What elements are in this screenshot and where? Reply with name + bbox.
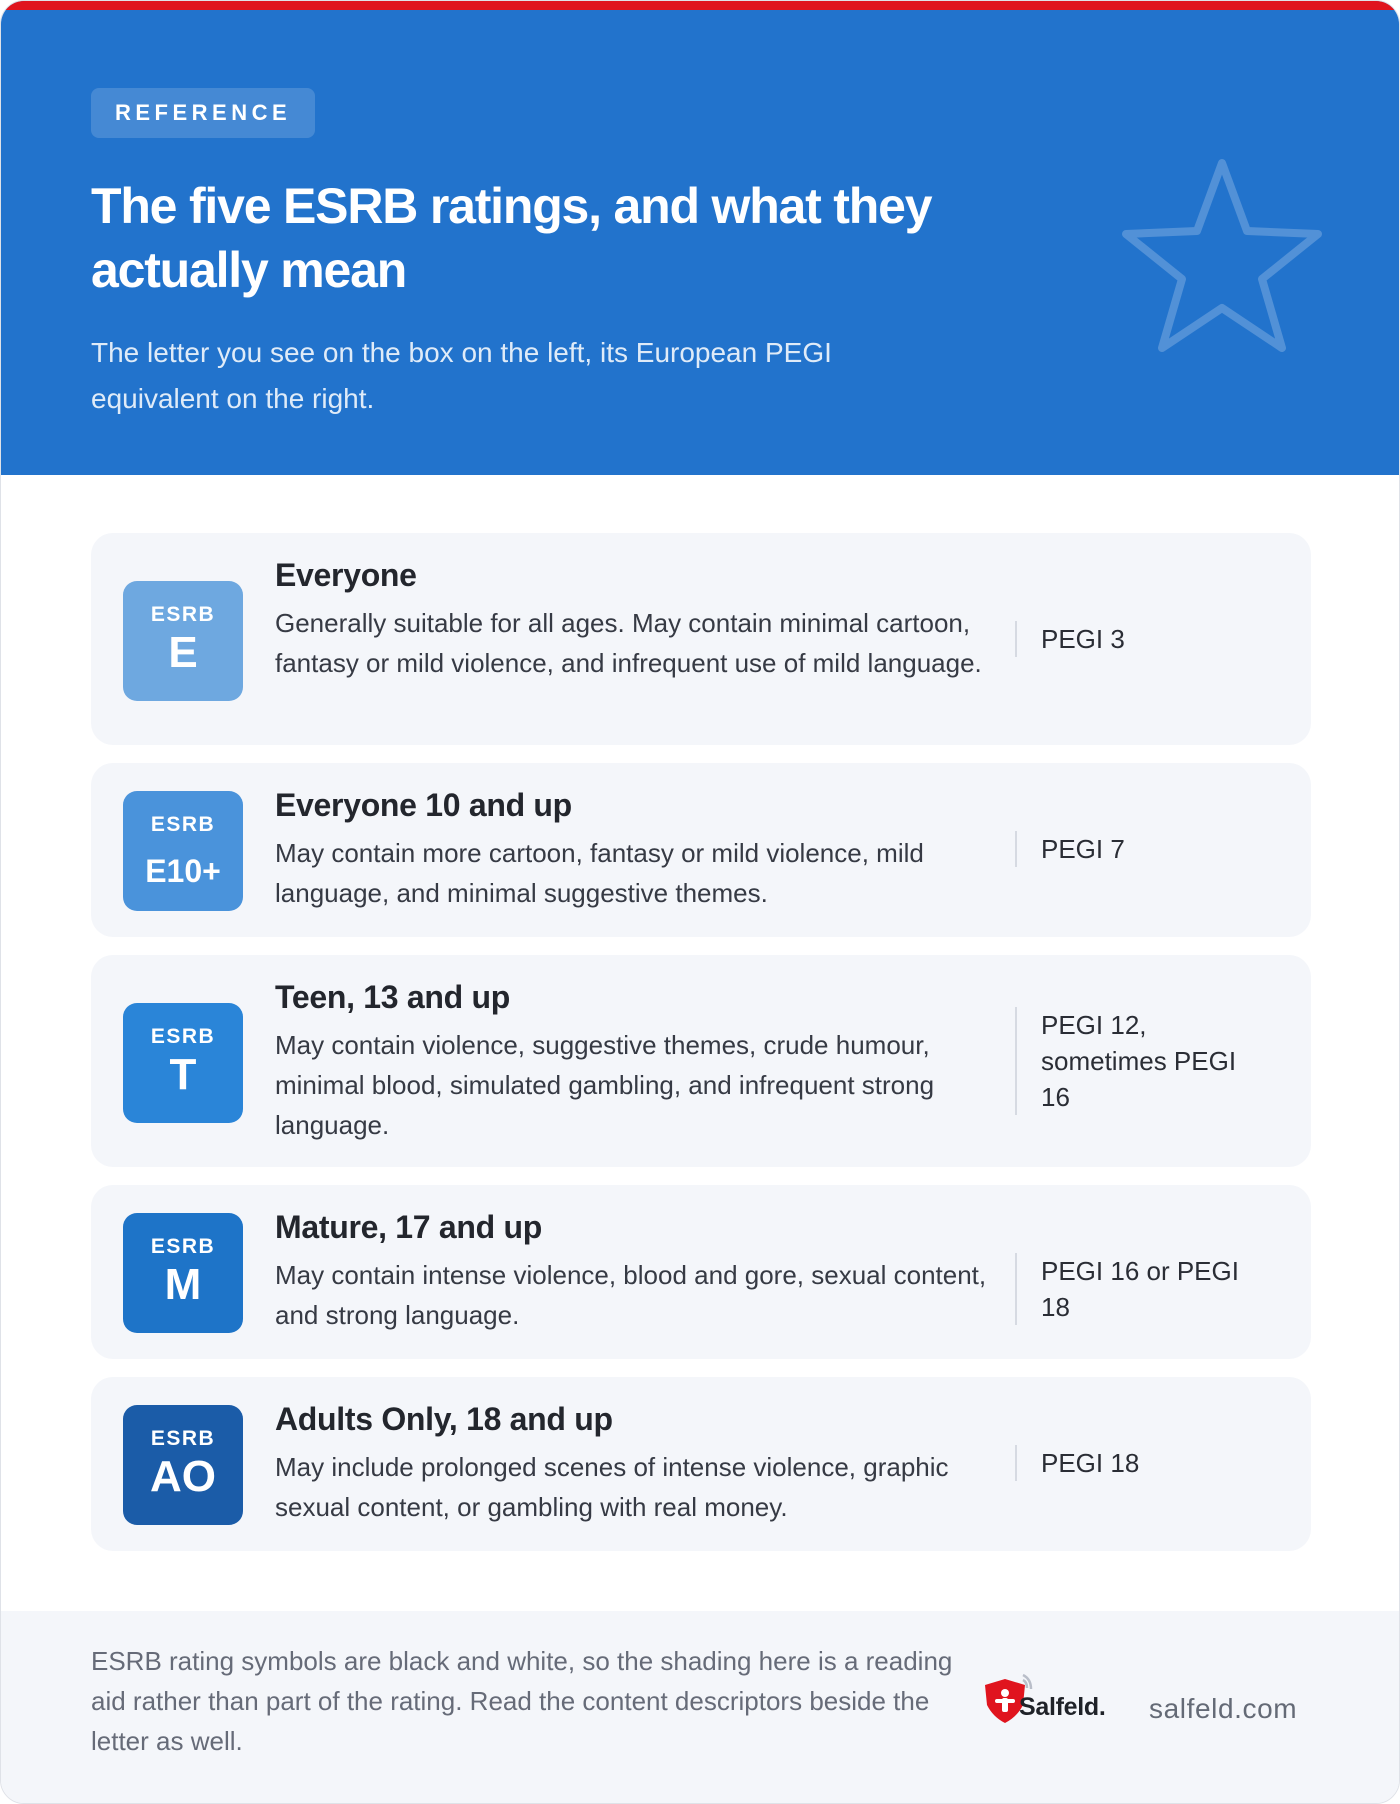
badge-org: ESRB bbox=[150, 1025, 216, 1048]
badge-org: ESRB bbox=[150, 603, 216, 626]
page-title: The five ESRB ratings, and what they actually mean bbox=[91, 178, 932, 298]
site-link[interactable]: salfeld.com bbox=[1149, 1693, 1298, 1724]
pegi-equivalent: PEGI 18 bbox=[1015, 1445, 1271, 1481]
rating-description: May include prolonged scenes of intense violence, graphic sexual content, or gambling with real money. bbox=[275, 1452, 949, 1522]
rating-row-t bbox=[91, 955, 1311, 1167]
header bbox=[1, 1, 1399, 475]
badge-org: ESRB bbox=[150, 813, 216, 836]
badge-org: ESRB bbox=[150, 1235, 216, 1258]
rating-body bbox=[275, 1207, 995, 1335]
badge-letter: E bbox=[168, 628, 198, 677]
rating-badge bbox=[123, 791, 243, 911]
rating-body bbox=[275, 1399, 995, 1527]
page-subtitle: The letter you see on the box on the left, its European PEGI equivalent on the right. bbox=[91, 337, 832, 414]
rating-badge bbox=[123, 1003, 243, 1123]
rating-description: May contain more cartoon, fantasy or mild violence, mild language, and minimal suggestive themes. bbox=[275, 838, 924, 908]
rating-title: Everyone 10 and up bbox=[275, 787, 572, 823]
rating-description: Generally suitable for all ages. May contain minimal cartoon, fantasy or mild violence, and infrequent use of mild language. bbox=[275, 608, 982, 678]
pegi-equivalent: PEGI 7 bbox=[1015, 831, 1271, 867]
badge-org: ESRB bbox=[150, 1427, 216, 1450]
footer-note: ESRB rating symbols are black and white, so the shading here is a reading aid rather than part of the rating. Read the content descriptors beside the letter as well. bbox=[91, 1646, 953, 1756]
rating-badge bbox=[123, 581, 243, 701]
rating-title: Teen, 13 and up bbox=[275, 979, 510, 1015]
pegi-equivalent: PEGI 12, sometimes PEGI 16 bbox=[1015, 1007, 1271, 1115]
eyebrow-label: REFERENCE bbox=[91, 88, 315, 138]
pegi-equivalent: PEGI 3 bbox=[1015, 621, 1271, 657]
pegi-equivalent: PEGI 16 or PEGI 18 bbox=[1015, 1253, 1271, 1325]
rating-row-ao bbox=[91, 1377, 1311, 1551]
rating-description: May contain intense violence, blood and gore, sexual content, and strong language. bbox=[275, 1260, 987, 1330]
badge-letter: M bbox=[164, 1260, 202, 1309]
rating-badge bbox=[123, 1213, 243, 1333]
badge-letter: AO bbox=[150, 1452, 216, 1501]
rating-row-e bbox=[91, 533, 1311, 745]
star-outline-icon bbox=[1117, 154, 1327, 358]
salfeld-logo[interactable] bbox=[979, 1671, 1117, 1725]
logo-wordmark: Salfeld. bbox=[1019, 1693, 1106, 1721]
rating-row-e10 bbox=[91, 763, 1311, 937]
rating-title: Everyone bbox=[275, 557, 417, 593]
footer bbox=[1, 1611, 1399, 1803]
rating-body bbox=[275, 555, 995, 683]
rating-body bbox=[275, 785, 995, 913]
rating-description: May contain violence, suggestive themes, crude humour, minimal blood, simulated gambling, and infrequent strong language. bbox=[275, 1030, 935, 1140]
rating-title: Mature, 17 and up bbox=[275, 1209, 542, 1245]
rating-body bbox=[275, 977, 995, 1145]
badge-letter: E10+ bbox=[145, 853, 221, 889]
rating-badge bbox=[123, 1405, 243, 1525]
badge-letter: T bbox=[169, 1050, 197, 1099]
rating-title: Adults Only, 18 and up bbox=[275, 1401, 613, 1437]
rating-row-m bbox=[91, 1185, 1311, 1359]
